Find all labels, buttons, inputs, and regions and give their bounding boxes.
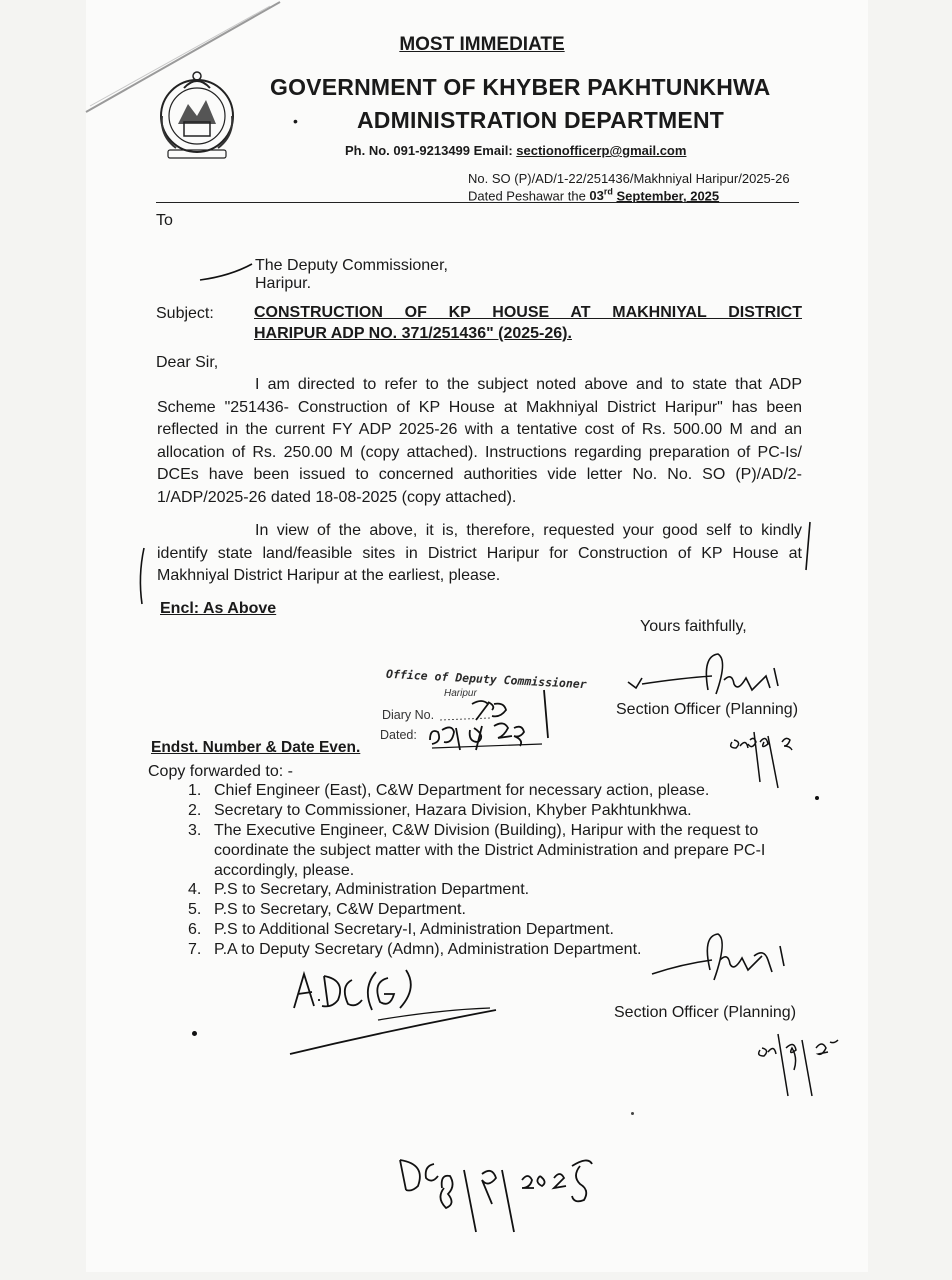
stamp-handwriting (376, 668, 556, 758)
phone-label: Ph. No. 091-9213499 Email: (345, 143, 513, 158)
bullet-dot: • (293, 113, 298, 129)
enclosure-note: Encl: As Above (160, 600, 277, 617)
stamp-office: Office of Deputy Commissioner (385, 666, 588, 692)
closing-text: Yours faithfully, (640, 618, 747, 635)
list-item-7: 7. P.A to Deputy Secretary (Admn), Administration Department. (188, 941, 642, 958)
dc-marking (394, 1148, 614, 1248)
signature-2 (650, 930, 810, 1000)
stray-dot-2 (815, 796, 819, 800)
stray-dot-3 (631, 1112, 634, 1115)
copy-forwarded-label: Copy forwarded to: - (148, 763, 293, 780)
government-title: GOVERNMENT OF KHYBER PAKHTUNKHWA (270, 74, 771, 100)
list-item-2: 2. Secretary to Commissioner, Hazara Division, Khyber Pakhtunkhwa. (188, 802, 692, 819)
email-link: sectionofficerp@gmail.com (516, 143, 687, 158)
list-item-5: 5. P.S to Secretary, C&W Department. (188, 901, 466, 918)
endorsement-title: Endst. Number & Date Even. (151, 739, 361, 756)
stamp-place: Haripur (444, 688, 477, 699)
dated-rest: September, 2025 (616, 188, 720, 204)
to-label: To (156, 212, 173, 229)
margin-bracket-right (802, 520, 816, 572)
priority-marking: MOST IMMEDIATE (399, 34, 565, 55)
handwritten-marking (288, 960, 508, 1060)
subject-label: Subject: (156, 305, 214, 322)
stray-dot (192, 1031, 197, 1036)
stamp-dated-label: Dated: (380, 728, 417, 742)
dc-marking-strokes (394, 1148, 614, 1248)
salutation: Dear Sir, (156, 354, 219, 371)
adc-g-strokes (288, 960, 508, 1060)
dated-day: 03rd (589, 187, 613, 204)
dated-line (468, 187, 719, 203)
paragraph-2: In view of the above, it is, therefore, requested your good self to kindly identify state land/feasible sites in District Haripur for Construction of KP House at Makhniyal District Haripur at the earliest, please. (157, 522, 802, 584)
dated-prefix: Dated Peshawar the (468, 188, 586, 204)
diary-stamp (376, 666, 588, 752)
reference-number: No. SO (P)/AD/1-22/251436/Makhniyal Haripur/2025-26 (468, 171, 790, 186)
kp-government-seal (154, 66, 240, 162)
list-item-1: 1. Chief Engineer (East), C&W Department for necessary action, please. (188, 782, 710, 799)
list-item-3: 3. The Executive Engineer, C&W Division (Building), Haripur with the request to coordinate the subject matter with the District Administration and prepare PC-I accordingly, please. (188, 822, 766, 879)
department-title: ADMINISTRATION DEPARTMENT (357, 107, 725, 133)
list-item-6: 6. P.S to Additional Secretary-I, Administration Department. (188, 921, 614, 938)
addressee-line2: Haripur. (255, 275, 312, 292)
paragraph-1: I am directed to refer to the subject noted above and to state that ADP Scheme "251436- Construction of KP House at Makhniyal District Haripur" has been reflected in the current FY ADP 2025-26 with a tentative cost of Rs. 500.00 M and an allocation of Rs. 250.00 M (copy attached). Instructions regarding preparation of PC-Is/ DCEs have been issued to concerned authorities vide letter No. No. SO (P)/AD/2-1/ADP/2025-26 dated 18-08-2025 (copy attached). (157, 376, 802, 506)
margin-bracket-left (136, 546, 150, 608)
signatory-1-title: Section Officer (Planning) (616, 701, 799, 718)
list-item-4: 4. P.S to Secretary, Administration Department. (188, 881, 530, 898)
signatory-2-title: Section Officer (Planning) (614, 1004, 797, 1021)
signature-2-date-strokes (756, 1030, 856, 1100)
signature-2-date (756, 1030, 856, 1100)
pen-dash (198, 260, 258, 284)
stamp-diary-label: Diary No. (382, 708, 435, 722)
header-divider (156, 202, 799, 203)
contact-line (345, 143, 686, 158)
subject-line1: CONSTRUCTION OF KP HOUSE AT MAKHNIYAL DISTRICT (254, 304, 802, 321)
addressee-line1: The Deputy Commissioner, (255, 257, 448, 274)
subject-line2: HARIPUR ADP NO. 371/251436" (2025-26). (254, 325, 572, 342)
